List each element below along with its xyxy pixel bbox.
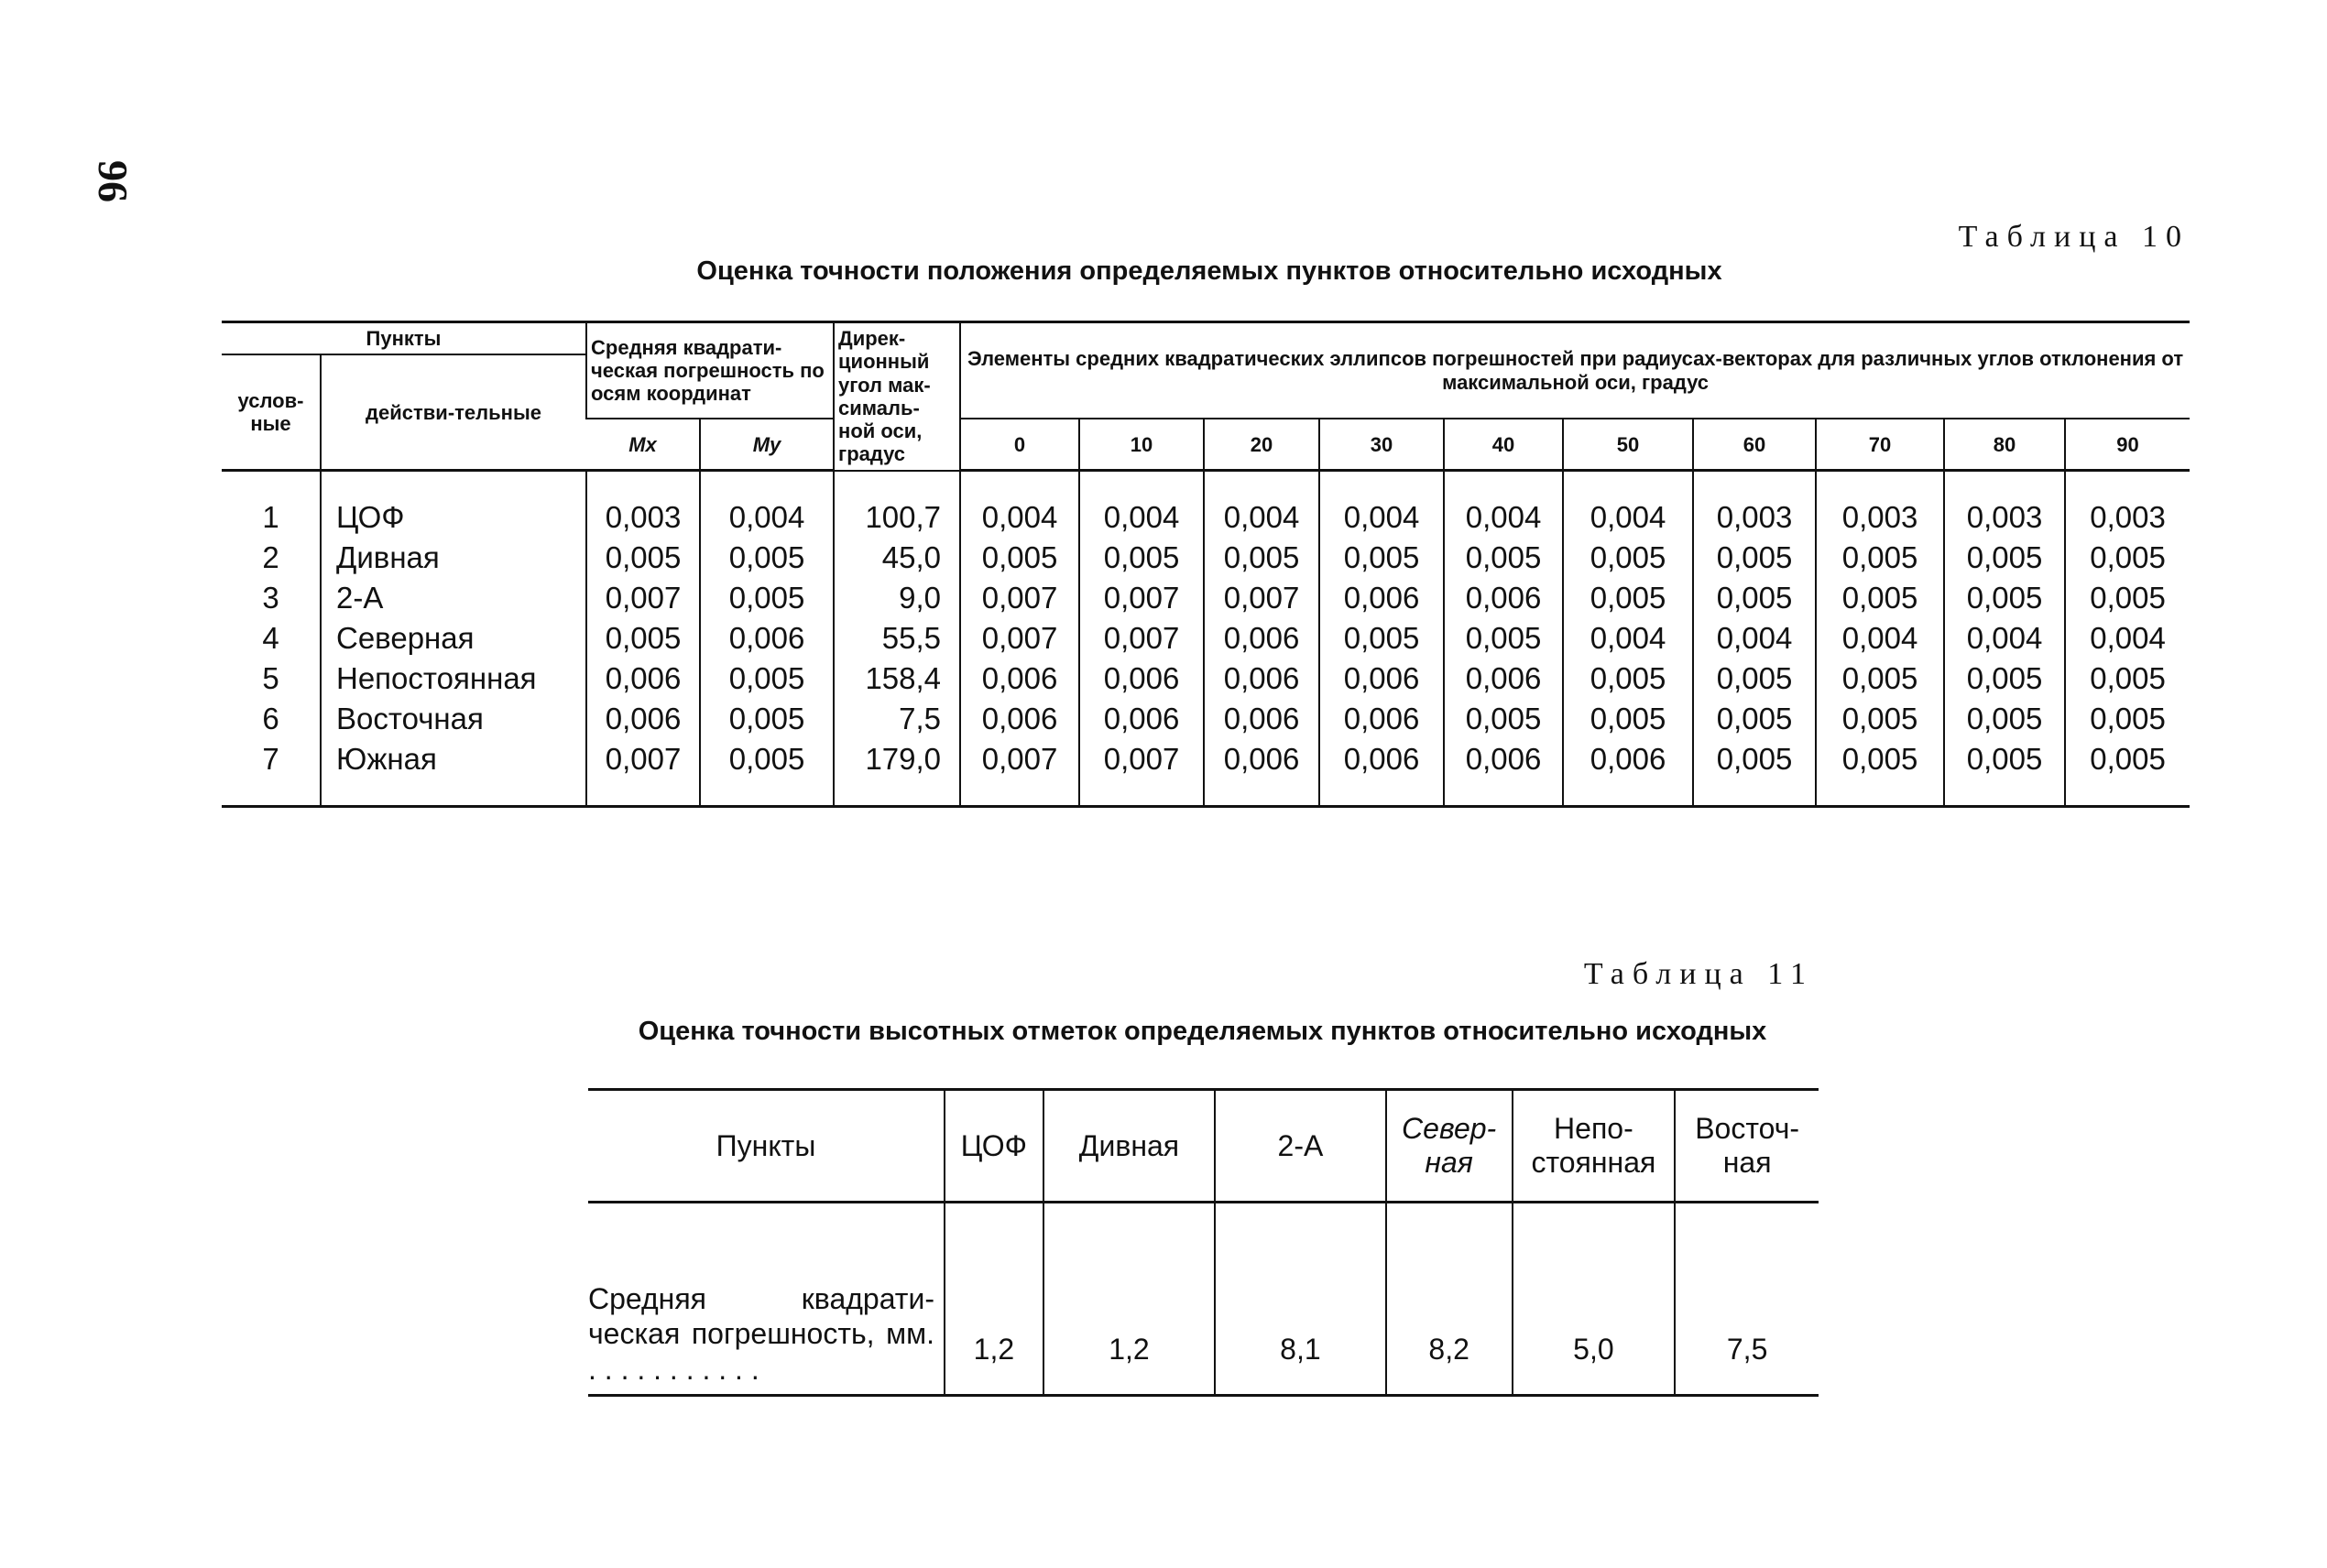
point-name: 2-А — [321, 578, 586, 618]
header-angle-70: 70 — [1816, 419, 1944, 471]
ellipse-value: 0,003 — [1944, 471, 2065, 539]
ellipse-value: 0,005 — [1444, 699, 1563, 739]
ellipse-value: 0,004 — [1563, 471, 1693, 539]
t11-value-tsof: 1,2 — [945, 1203, 1043, 1396]
table10-title: Оценка точности положения определяемых пунктов относительно исходных — [696, 256, 1722, 286]
mx-value: 0,006 — [586, 699, 700, 739]
ellipse-value: 0,005 — [1319, 618, 1444, 659]
ellipse-value: 0,005 — [1944, 578, 2065, 618]
ellipse-value: 0,006 — [1204, 618, 1319, 659]
ellipse-value: 0,005 — [1563, 659, 1693, 699]
ellipse-value: 0,006 — [1079, 659, 1204, 699]
row-number: 3 — [222, 578, 321, 618]
direction-angle-value: 179,0 — [834, 739, 960, 807]
ellipse-value: 0,005 — [1079, 538, 1204, 578]
ellipse-value: 0,003 — [2065, 471, 2190, 539]
ellipse-value: 0,006 — [1204, 659, 1319, 699]
t11-value-vostochnaya: 7,5 — [1675, 1203, 1819, 1396]
t11-header-vostochnaya: Восточ-ная — [1675, 1090, 1819, 1203]
ellipse-value: 0,005 — [1944, 699, 2065, 739]
ellipse-value: 0,005 — [2065, 659, 2190, 699]
ellipse-value: 0,006 — [1563, 739, 1693, 807]
table-row — [222, 538, 2190, 578]
table-row — [222, 578, 2190, 618]
ellipse-value: 0,007 — [960, 578, 1079, 618]
point-name: Южная — [321, 739, 586, 807]
ellipse-value: 0,005 — [1319, 538, 1444, 578]
ellipse-value: 0,004 — [1444, 471, 1563, 539]
ellipse-value: 0,005 — [1444, 538, 1563, 578]
direction-angle-value: 9,0 — [834, 578, 960, 618]
table11-title: Оценка точности высотных отметок определяемых пунктов относительно исходных — [638, 1017, 1767, 1046]
row-number: 4 — [222, 618, 321, 659]
my-value: 0,005 — [700, 578, 834, 618]
direction-angle-value: 7,5 — [834, 699, 960, 739]
table10 — [222, 321, 2190, 808]
my-value: 0,005 — [700, 699, 834, 739]
ellipse-value: 0,005 — [1944, 659, 2065, 699]
my-value: 0,005 — [700, 739, 834, 807]
ellipse-value: 0,006 — [1319, 659, 1444, 699]
ellipse-value: 0,004 — [1816, 618, 1944, 659]
my-value: 0,004 — [700, 471, 834, 539]
ellipse-value: 0,007 — [1204, 578, 1319, 618]
ellipse-value: 0,007 — [1079, 739, 1204, 807]
ellipse-value: 0,005 — [1816, 538, 1944, 578]
table-row — [222, 659, 2190, 699]
ellipse-value: 0,006 — [960, 699, 1079, 739]
ellipse-value: 0,005 — [1693, 739, 1816, 807]
point-name: ЦОФ — [321, 471, 586, 539]
row-number: 6 — [222, 699, 321, 739]
ellipse-value: 0,004 — [960, 471, 1079, 539]
ellipse-value: 0,006 — [1444, 739, 1563, 807]
header-angle-10: 10 — [1079, 419, 1204, 471]
ellipse-value: 0,004 — [1204, 471, 1319, 539]
table-row — [222, 699, 2190, 739]
ellipse-value: 0,006 — [1204, 699, 1319, 739]
row-number: 2 — [222, 538, 321, 578]
table10-label: Таблица 10 — [1958, 220, 2190, 254]
ellipse-value: 0,005 — [1816, 578, 1944, 618]
t11-value-severnaya: 8,2 — [1386, 1203, 1513, 1396]
ellipse-value: 0,005 — [1563, 578, 1693, 618]
ellipse-value: 0,007 — [1079, 618, 1204, 659]
ellipse-value: 0,005 — [1944, 739, 2065, 807]
direction-angle-value: 100,7 — [834, 471, 960, 539]
direction-angle-value: 45,0 — [834, 538, 960, 578]
mx-value: 0,003 — [586, 471, 700, 539]
point-name: Непостоянная — [321, 659, 586, 699]
header-points: Пункты — [222, 322, 586, 355]
header-angle-0: 0 — [960, 419, 1079, 471]
table-row — [222, 471, 2190, 539]
header-angle-90: 90 — [2065, 419, 2190, 471]
t11-header-divnaya: Дивная — [1043, 1090, 1215, 1203]
table-row — [222, 739, 2190, 807]
header-angle-30: 30 — [1319, 419, 1444, 471]
point-name: Северная — [321, 618, 586, 659]
ellipse-value: 0,005 — [1204, 538, 1319, 578]
ellipse-value: 0,005 — [2065, 578, 2190, 618]
t11-row-label: Средняя квадрати-ческая погрешность, мм. . . . . . . . . . . . — [588, 1203, 945, 1396]
header-direction-angle: Дирек-ционный угол мак-сималь-ной оси, градус — [834, 322, 960, 471]
ellipse-value: 0,003 — [1816, 471, 1944, 539]
ellipse-value: 0,007 — [1079, 578, 1204, 618]
ellipse-value: 0,005 — [1693, 659, 1816, 699]
ellipse-value: 0,004 — [1079, 471, 1204, 539]
table-row — [588, 1203, 1819, 1396]
ellipse-value: 0,003 — [1693, 471, 1816, 539]
ellipse-value: 0,006 — [1204, 739, 1319, 807]
header-angle-80: 80 — [1944, 419, 2065, 471]
header-mx: Mx — [586, 419, 700, 471]
ellipse-value: 0,006 — [1319, 578, 1444, 618]
header-rms-error: Средняя квадрати-ческая погрешность по осям координат — [586, 322, 834, 419]
ellipse-value: 0,005 — [2065, 699, 2190, 739]
ellipse-value: 0,005 — [960, 538, 1079, 578]
ellipse-value: 0,006 — [1319, 699, 1444, 739]
ellipse-value: 0,005 — [1563, 538, 1693, 578]
ellipse-value: 0,007 — [960, 739, 1079, 807]
ellipse-value: 0,006 — [1319, 739, 1444, 807]
ellipse-value: 0,007 — [960, 618, 1079, 659]
ellipse-value: 0,005 — [2065, 739, 2190, 807]
my-value: 0,005 — [700, 659, 834, 699]
ellipse-value: 0,006 — [1444, 578, 1563, 618]
ellipse-value: 0,005 — [1563, 699, 1693, 739]
ellipse-value: 0,005 — [2065, 538, 2190, 578]
t11-header-points: Пункты — [588, 1090, 945, 1203]
ellipse-value: 0,005 — [1816, 739, 1944, 807]
mx-value: 0,005 — [586, 618, 700, 659]
t11-value-divnaya: 1,2 — [1043, 1203, 1215, 1396]
t11-header-tsof: ЦОФ — [945, 1090, 1043, 1203]
direction-angle-value: 158,4 — [834, 659, 960, 699]
header-ellipse-elements: Элементы средних квадратических эллипсов погрешностей при радиусах-векторах для различных углов отклонения от максимальной оси, градус — [960, 322, 2190, 419]
header-angle-40: 40 — [1444, 419, 1563, 471]
header-actual: действи-тельные — [321, 354, 586, 470]
mx-value: 0,005 — [586, 538, 700, 578]
header-angle-50: 50 — [1563, 419, 1693, 471]
t11-header-nepostoyannaya: Непо-стоянная — [1513, 1090, 1676, 1203]
table11 — [588, 1088, 1819, 1397]
mx-value: 0,007 — [586, 739, 700, 807]
ellipse-value: 0,005 — [1816, 659, 1944, 699]
ellipse-value: 0,006 — [1079, 699, 1204, 739]
header-conventional: услов-ные — [222, 354, 321, 470]
row-number: 1 — [222, 471, 321, 539]
direction-angle-value: 55,5 — [834, 618, 960, 659]
row-number: 5 — [222, 659, 321, 699]
mx-value: 0,007 — [586, 578, 700, 618]
ellipse-value: 0,005 — [1444, 618, 1563, 659]
t11-value-nepostoyannaya: 5,0 — [1513, 1203, 1676, 1396]
ellipse-value: 0,006 — [1444, 659, 1563, 699]
ellipse-value: 0,004 — [1693, 618, 1816, 659]
row-number: 7 — [222, 739, 321, 807]
ellipse-value: 0,004 — [1563, 618, 1693, 659]
header-my: My — [700, 419, 834, 471]
point-name: Дивная — [321, 538, 586, 578]
ellipse-value: 0,006 — [960, 659, 1079, 699]
table10-body — [222, 471, 2190, 807]
header-angle-60: 60 — [1693, 419, 1816, 471]
ellipse-value: 0,004 — [1944, 618, 2065, 659]
my-value: 0,006 — [700, 618, 834, 659]
table11-label: Таблица 11 — [1583, 957, 1814, 991]
table-row — [222, 618, 2190, 659]
ellipse-value: 0,005 — [1944, 538, 2065, 578]
header-angle-20: 20 — [1204, 419, 1319, 471]
point-name: Восточная — [321, 699, 586, 739]
ellipse-value: 0,004 — [1319, 471, 1444, 539]
ellipse-value: 0,005 — [1693, 538, 1816, 578]
ellipse-value: 0,004 — [2065, 618, 2190, 659]
ellipse-value: 0,005 — [1816, 699, 1944, 739]
mx-value: 0,006 — [586, 659, 700, 699]
t11-header-2a: 2-А — [1215, 1090, 1386, 1203]
ellipse-value: 0,005 — [1693, 578, 1816, 618]
t11-header-severnaya: Север-ная — [1386, 1090, 1513, 1203]
ellipse-value: 0,005 — [1693, 699, 1816, 739]
page-number: 96 — [90, 160, 137, 202]
my-value: 0,005 — [700, 538, 834, 578]
t11-value-2a: 8,1 — [1215, 1203, 1386, 1396]
